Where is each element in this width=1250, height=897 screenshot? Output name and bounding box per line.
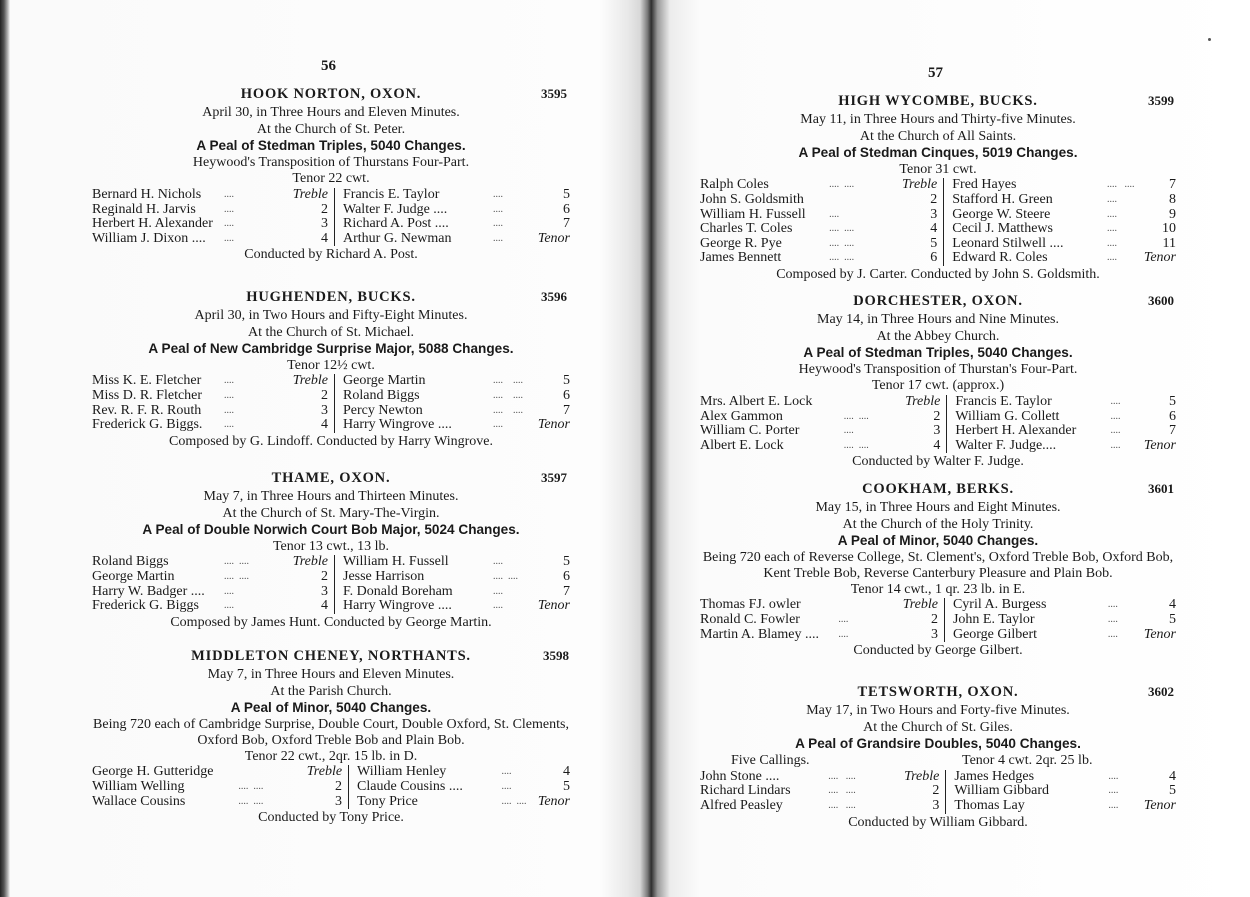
bell: 2	[882, 784, 946, 799]
band-row: Herbert H. Alexander .... 3 Richard A. Post .... .... 7	[92, 216, 570, 232]
ringer-name: Roland Biggs	[92, 554, 169, 570]
ringer-name: Francis E. Taylor	[343, 186, 440, 202]
peal-footer: Composed by G. Lindoff. Conducted by Harry Wingrove.	[169, 433, 493, 449]
peal-number: 3599	[1148, 93, 1174, 108]
bell: 7	[563, 583, 570, 599]
band-row: George Martin .... .... 2 Jesse Harrison .... .... 6	[92, 568, 570, 584]
peal-record	[92, 289, 570, 450]
bell: 4	[268, 418, 335, 433]
bell: Treble	[885, 395, 947, 410]
ringer-name: Arthur G. Newman	[343, 230, 452, 246]
bell: Tenor	[1143, 626, 1176, 642]
band-row: Reginald H. Jarvis .... 2 Walter F. Judge .... .... 6	[92, 201, 570, 217]
ringer-name: Harry W. Badger ....	[92, 583, 205, 599]
ringer-name: William H. Fussell	[700, 206, 806, 222]
bell: Tenor	[537, 417, 570, 433]
peal-number: 3595	[541, 86, 567, 101]
ringer-name: Claude Cousins ....	[357, 778, 463, 794]
bell: 4	[268, 599, 335, 614]
peal-church: At the Church of St. Peter.	[256, 121, 406, 137]
band-row: John Stone .... .... .... Treble James Hedges .... 4	[700, 768, 1176, 784]
peal-place: MIDDLETON CHENEY, NORTHANTS.	[191, 648, 471, 664]
peal-title: A Peal of Grandsire Doubles, 5040 Changes.	[795, 736, 1081, 752]
ringer-name: John E. Taylor	[952, 611, 1035, 627]
bell: 2	[268, 389, 335, 404]
bell: 7	[563, 402, 570, 418]
peal-record	[92, 648, 570, 826]
ringer-name: Frederick G. Biggs	[92, 598, 199, 614]
bell: 2	[885, 410, 947, 425]
ringer-name: James Hedges	[954, 768, 1035, 784]
ringer-name: Rev. R. F. R. Routh	[92, 402, 202, 418]
ringer-name: George Martin	[343, 373, 426, 389]
bell: 6	[880, 251, 944, 266]
bell: 9	[1169, 206, 1176, 222]
peal-church: At the Church of the Holy Trinity.	[842, 516, 1034, 532]
band-row: Ronald C. Fowler .... 2 John E. Taylor .... 5	[700, 611, 1176, 627]
band-table	[92, 555, 570, 613]
ringer-name: Cyril A. Burgess	[952, 597, 1047, 613]
band-row: Ralph Coles .... .... Treble Fred Hayes .... .... 7	[700, 177, 1176, 193]
bell: 3	[268, 404, 335, 419]
ringer-name: John S. Goldsmith	[700, 191, 804, 207]
bell: Treble	[880, 178, 944, 193]
band-row: Rev. R. F. R. Routh .... 3 Percy Newton .... .... 7	[92, 402, 570, 418]
bell: Tenor	[1143, 797, 1176, 813]
peal-church: At the Church of St. Mary-The-Virgin.	[222, 505, 440, 521]
bell: 4	[563, 764, 570, 780]
band-row: John S. Goldsmith 2 Stafford H. Green .... 8	[700, 191, 1176, 207]
peal-date: May 17, in Two Hours and Forty-five Minutes.	[806, 703, 1070, 718]
peal-church: At the Church of St. Michael.	[247, 324, 415, 340]
ringer-name: George Martin	[92, 568, 175, 584]
ringer-name: George Gilbert	[952, 626, 1038, 642]
bell: 5	[1169, 783, 1176, 799]
peal-date: May 7, in Three Hours and Eleven Minutes.	[207, 667, 455, 682]
band-row: Miss D. R. Fletcher .... 2 Roland Biggs .... .... 6	[92, 387, 570, 403]
ringer-name: Herbert H. Alexander	[92, 216, 213, 232]
peal-methods: Being 720 each of Cambridge Surprise, Double Court, Double Oxford, St. Clements, Oxford Bob, Oxford Treble Bob and Plain Bob.	[93, 716, 569, 748]
band-row: Miss K. E. Fletcher .... Treble George Martin .... .... 5	[92, 373, 570, 389]
band-row: Richard Lindars .... .... 2 William Gibbard .... 5	[700, 783, 1176, 799]
ringer-name: Albert E. Lock	[700, 437, 784, 453]
peal-record	[92, 470, 570, 631]
bell: 11	[1162, 235, 1176, 251]
peal-footer: Conducted by George Gilbert.	[853, 643, 1023, 659]
ringer-name: George R. Pye	[700, 235, 782, 251]
peal-methods: Being 720 each of Reverse College, St. Clement's, Oxford Treble Bob, Oxford Bob, Kent Treble Bob, Reverse Canterbury Pleasure and Plain Bob.	[702, 549, 1174, 581]
peal-title: A Peal of Stedman Triples, 5040 Changes.	[196, 138, 466, 154]
band-row: Charles T. Coles .... .... 4 Cecil J. Matthews .... 10	[700, 221, 1176, 237]
peal-footer: Conducted by Tony Price.	[258, 810, 404, 826]
peal-title: A Peal of Double Norwich Court Bob Major, 5024 Changes.	[142, 522, 520, 538]
band-row: Martin A. Blamey .... .... 3 George Gilbert .... Tenor	[700, 626, 1176, 642]
peal-date: May 7, in Three Hours and Thirteen Minutes.	[203, 489, 459, 504]
ringer-name: William H. Fussell	[343, 554, 449, 570]
peal-tenor: Tenor 13 cwt., 13 lb.	[272, 538, 390, 554]
bell: 3	[268, 217, 335, 232]
ringer-name: Ralph Coles	[700, 177, 769, 193]
peal-place: DORCHESTER, OXON.	[853, 293, 1023, 309]
peal-record	[92, 86, 570, 263]
bell: 7	[1169, 177, 1176, 193]
ringer-name: George W. Steere	[952, 206, 1051, 222]
band-table	[700, 178, 1176, 266]
peal-callings-tenor	[700, 753, 1176, 770]
ringer-name: F. Donald Boreham	[343, 583, 453, 599]
peal-date: May 11, in Three Hours and Thirty-five Minutes.	[800, 112, 1076, 127]
peal-church: At the Parish Church.	[270, 683, 392, 699]
peal-number: 3601	[1148, 481, 1174, 496]
ringer-name: Miss D. R. Fletcher	[92, 387, 203, 403]
band-row: William J. Dixon .... .... 4 Arthur G. Newman .... Tenor	[92, 230, 570, 246]
bell: 3	[880, 208, 944, 223]
book-edge	[0, 0, 10, 897]
ringer-name: William J. Dixon ....	[92, 230, 206, 246]
band-row: Alex Gammon .... .... 2 William G. Collett .... 6	[700, 408, 1176, 424]
peal-title: A Peal of Minor, 5040 Changes.	[837, 533, 1039, 549]
bell: 5	[880, 237, 944, 252]
bell: 2	[880, 193, 944, 208]
ringer-name: Martin A. Blamey ....	[700, 626, 819, 642]
ringer-name: Tony Price	[357, 793, 418, 809]
ringer-name: Walter F. Judge....	[955, 437, 1057, 453]
bell: 4	[885, 439, 947, 454]
ringer-name: Cecil J. Matthews	[952, 221, 1053, 237]
bell: Treble	[880, 598, 945, 613]
band-row: James Bennett .... .... 6 Edward R. Coles .... Tenor	[700, 250, 1176, 266]
band-table	[700, 770, 1176, 814]
page-speck	[1208, 38, 1211, 41]
peal-footer: Conducted by Walter F. Judge.	[852, 454, 1024, 470]
ringer-name: Frederick G. Biggs.	[92, 417, 203, 433]
peal-church: At the Abbey Church.	[876, 328, 1000, 344]
band-row: Bernard H. Nichols .... Treble Francis E. Taylor .... 5	[92, 186, 570, 202]
bell: 2	[268, 203, 335, 218]
ringer-name: Leonard Stilwell ....	[952, 235, 1064, 251]
bell: 3	[885, 424, 947, 439]
bell: 2	[268, 570, 335, 585]
peal-title: A Peal of Stedman Triples, 5040 Changes.	[803, 345, 1073, 361]
peal-date: April 30, in Three Hours and Eleven Minutes.	[202, 105, 460, 120]
ringer-name: Roland Biggs	[343, 387, 420, 403]
ringer-name: John Stone ....	[700, 768, 780, 784]
peal-date: April 30, in Two Hours and Fifty-Eight Minutes.	[194, 308, 468, 323]
ringer-name: Harry Wingrove ....	[343, 417, 452, 433]
peal-place: COOKHAM, BERKS.	[862, 481, 1014, 497]
bell: 5	[563, 554, 570, 570]
peal-tenor: Tenor 12½ cwt.	[287, 357, 375, 373]
band-row: George H. Gutteridge Treble William Henley .... 4	[92, 764, 570, 780]
ringer-name: William Welling	[92, 778, 185, 794]
bell: 5	[563, 778, 570, 794]
bell: 5	[563, 186, 570, 202]
peal-number: 3602	[1148, 684, 1174, 699]
peal-place: HOOK NORTON, OXON.	[240, 86, 422, 102]
band-row: Thomas FJ. owler Treble Cyril A. Burgess .... 4	[700, 597, 1176, 613]
ringer-name: Jesse Harrison	[343, 568, 425, 584]
peal-number: 3600	[1148, 293, 1174, 308]
peal-place: HUGHENDEN, BUCKS.	[246, 289, 416, 305]
ringer-name: Mrs. Albert E. Lock	[700, 393, 813, 409]
ringer-name: Percy Newton	[343, 402, 423, 418]
band-row: Frederick G. Biggs .... 4 Harry Wingrove .... .... Tenor	[92, 598, 570, 614]
peal-record	[700, 481, 1176, 659]
peal-title: A Peal of New Cambridge Surprise Major, 5088 Changes.	[148, 341, 514, 357]
ringer-name: George H. Gutteridge	[92, 764, 214, 780]
peal-footer: Conducted by Richard A. Post.	[244, 247, 418, 263]
peal-title: A Peal of Stedman Cinques, 5019 Changes.	[798, 145, 1078, 161]
band-row: William H. Fussell .... 3 George W. Steere .... 9	[700, 206, 1176, 222]
bell: 4	[880, 222, 944, 237]
ringer-name: Richard A. Post ....	[343, 216, 449, 232]
ringer-name: Herbert H. Alexander	[955, 423, 1077, 439]
band-row: Alfred Peasley .... .... 3 Thomas Lay .... Tenor	[700, 797, 1176, 813]
ringer-name: Reginald H. Jarvis	[92, 201, 196, 217]
bell: 3	[268, 585, 335, 600]
bell: 4	[1169, 768, 1176, 784]
bell: 3	[882, 799, 946, 814]
ringer-name: Bernard H. Nichols	[92, 186, 202, 202]
bell: Treble	[882, 770, 946, 785]
ringer-name: William Henley	[357, 764, 447, 780]
bell: Tenor	[537, 598, 570, 614]
bell: 2	[880, 613, 945, 628]
peal-tenor: Tenor 17 cwt. (approx.)	[871, 378, 1005, 394]
bell: Treble	[268, 374, 335, 389]
bell: Tenor	[537, 793, 570, 809]
peal-number: 3596	[541, 289, 567, 304]
page-number: 57	[928, 65, 943, 81]
ringer-name: Wallace Cousins	[92, 793, 186, 809]
bell: 3	[880, 628, 945, 643]
band-table	[700, 598, 1176, 642]
peal-footer: Composed by J. Carter. Conducted by John S. Goldsmith.	[776, 266, 1100, 282]
peal-tenor: Tenor 22 cwt., 2qr. 15 lb. in D.	[244, 748, 418, 764]
peal-composition: Heywood's Transposition of Thurstans Four-Part.	[192, 154, 470, 170]
bell: 7	[563, 216, 570, 232]
band-table	[92, 765, 570, 809]
band-row: George R. Pye .... .... 5 Leonard Stilwell .... .... 11	[700, 235, 1176, 251]
peal-footer: Composed by James Hunt. Conducted by George Martin.	[170, 614, 492, 630]
ringer-name: Edward R. Coles	[952, 250, 1048, 266]
band-row: Frederick G. Biggs. .... 4 Harry Wingrove .... .... Tenor	[92, 417, 570, 433]
band-row: Wallace Cousins .... .... 3 Tony Price .... .... Tenor	[92, 793, 570, 809]
ringer-name: Charles T. Coles	[700, 221, 793, 237]
peal-number: 3598	[543, 648, 569, 663]
page-number: 56	[321, 58, 336, 74]
bell: Tenor	[1143, 250, 1176, 266]
peal-tenor: Tenor 22 cwt.	[292, 171, 370, 187]
bell: Tenor	[1143, 437, 1176, 453]
bell: Treble	[268, 555, 335, 570]
ringer-name: Ronald C. Fowler	[700, 611, 800, 627]
bell: 2	[280, 780, 349, 795]
peal-footer: Conducted by William Gibbard.	[848, 814, 1028, 830]
peal-church: At the Church of All Saints.	[859, 128, 1017, 144]
ringer-name: Richard Lindars	[700, 783, 791, 799]
band-row: William C. Porter .... 3 Herbert H. Alexander .... 7	[700, 423, 1176, 439]
ringer-name: Alfred Peasley	[700, 797, 783, 813]
ringer-name: Thomas Lay	[954, 797, 1025, 813]
bell: 5	[1169, 611, 1176, 627]
band-row: Harry W. Badger .... .... 3 F. Donald Boreham .... 7	[92, 583, 570, 599]
peal-record	[700, 293, 1176, 470]
band-row: Albert E. Lock .... .... 4 Walter F. Judge.... .... Tenor	[700, 437, 1176, 453]
band-row: Mrs. Albert E. Lock Treble Francis E. Taylor .... 5	[700, 393, 1176, 409]
peal-title: A Peal of Minor, 5040 Changes.	[230, 700, 432, 716]
band-table	[92, 374, 570, 432]
peal-church: At the Church of St. Giles.	[863, 719, 1013, 735]
bell: Treble	[280, 765, 349, 780]
bell: 6	[563, 387, 570, 403]
bell: 6	[1169, 408, 1176, 424]
ringer-name: William Gibbard	[954, 783, 1050, 799]
bell: 7	[1169, 423, 1176, 439]
peal-tenor: Tenor 14 cwt., 1 qr. 23 lb. in E.	[850, 581, 1026, 597]
peal-place: HIGH WYCOMBE, BUCKS.	[838, 93, 1038, 109]
bell: 4	[268, 232, 335, 247]
peal-tenor: Tenor 4 cwt. 2qr. 25 lb.	[962, 752, 1093, 768]
band-table	[92, 188, 570, 246]
bell: 3	[280, 795, 349, 810]
bell: Treble	[268, 188, 335, 203]
peal-tenor: Tenor 31 cwt.	[899, 161, 977, 177]
ringer-name: Miss K. E. Fletcher	[92, 373, 202, 389]
peal-place: THAME, OXON.	[271, 470, 391, 486]
peal-composition: Heywood's Transposition of Thurstan's Four-Part.	[798, 361, 1078, 377]
bell: 6	[563, 201, 570, 217]
ringer-name: William G. Collett	[955, 408, 1060, 424]
band-row: Roland Biggs .... .... Treble William H. Fussell .... 5	[92, 554, 570, 570]
peal-callings: Five Callings.	[731, 752, 810, 768]
ringer-name: Francis E. Taylor	[955, 393, 1052, 409]
peal-place: TETSWORTH, OXON.	[857, 684, 1019, 700]
ringer-name: William C. Porter	[700, 423, 800, 439]
ringer-name: Stafford H. Green	[952, 191, 1053, 207]
ringer-name: Harry Wingrove ....	[343, 598, 452, 614]
bell: 10	[1162, 221, 1176, 237]
ringer-name: James Bennett	[700, 250, 782, 266]
bell: 4	[1169, 597, 1176, 613]
bell: 8	[1169, 191, 1176, 207]
ringer-name: Thomas FJ. owler	[700, 597, 801, 613]
bell: 5	[563, 373, 570, 389]
peal-record	[700, 684, 1176, 831]
peal-number: 3597	[541, 470, 567, 485]
peal-record	[700, 93, 1176, 283]
bell: 5	[1169, 393, 1176, 409]
ringer-name: Fred Hayes	[952, 177, 1017, 193]
peal-date: May 14, in Three Hours and Nine Minutes.	[817, 312, 1059, 327]
bell: 6	[563, 568, 570, 584]
band-table	[700, 395, 1176, 453]
peal-date: May 15, in Three Hours and Eight Minutes.	[815, 500, 1061, 515]
ringer-name: Alex Gammon	[700, 408, 783, 424]
bell: Tenor	[537, 230, 570, 246]
band-row: William Welling .... .... 2 Claude Cousins .... .... 5	[92, 778, 570, 794]
ringer-name: Walter F. Judge ....	[343, 201, 448, 217]
